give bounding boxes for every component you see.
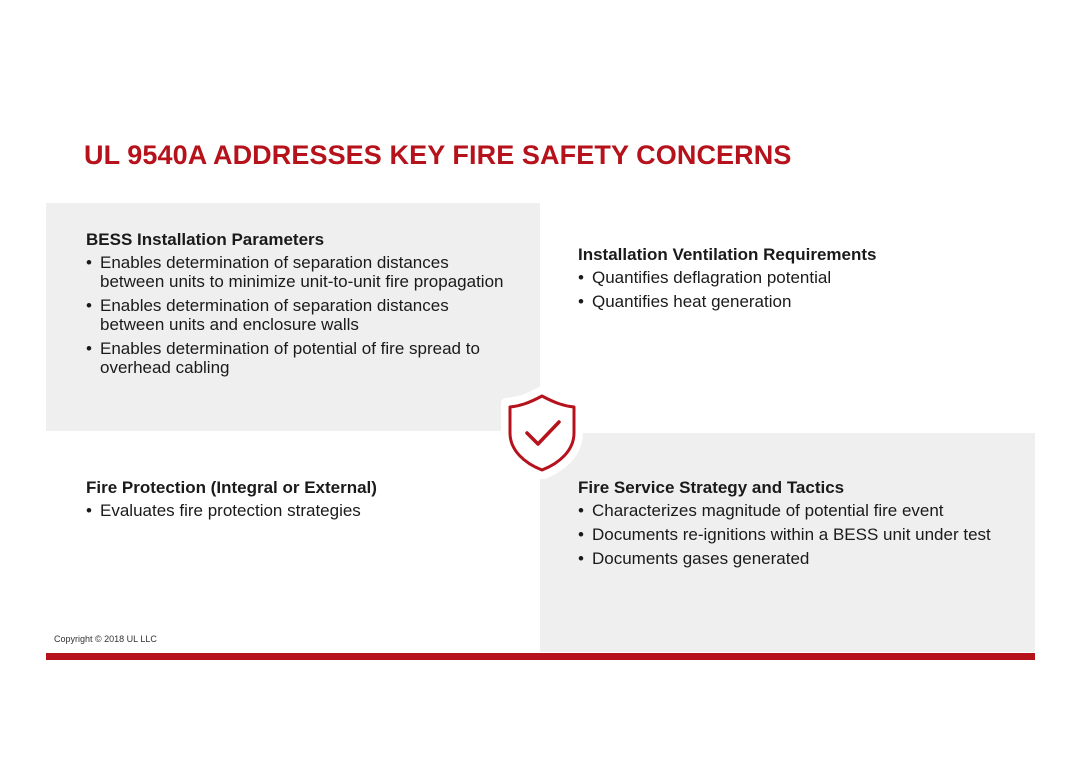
fire-service-strategy-section (578, 478, 1018, 573)
bullet-item: • Quantifies deflagration potential (578, 268, 998, 287)
bullet-item: • Enables determination of potential of fire spread to overhead cabling (86, 339, 506, 377)
bullet-list (86, 501, 506, 520)
bullet-item: • Evaluates fire protection strategies (86, 501, 506, 520)
bullet-item: • Quantifies heat generation (578, 292, 998, 311)
footer-accent-bar (46, 653, 1035, 660)
section-heading: Installation Ventilation Requirements (578, 245, 877, 264)
bullet-list (578, 268, 998, 311)
fire-protection-section (86, 478, 506, 525)
shield-check-icon (498, 387, 586, 479)
section-heading: BESS Installation Parameters (86, 230, 325, 249)
bullet-list (578, 501, 1018, 568)
bullet-item: • Characterizes magnitude of potential fire event (578, 501, 1018, 520)
bullet-list (86, 253, 506, 377)
copyright-notice: Copyright © 2018 UL LLC (54, 634, 157, 644)
bess-installation-parameters-section (86, 230, 506, 382)
bullet-item: • Enables determination of separation distances between units and enclosure walls (86, 296, 506, 334)
bullet-item: • Documents gases generated (578, 549, 1018, 568)
installation-ventilation-requirements-section (578, 245, 998, 316)
page-title: UL 9540A ADDRESSES KEY FIRE SAFETY CONCERNS (84, 140, 792, 170)
bullet-item: • Enables determination of separation distances between units to minimize unit-to-unit fire propagation (86, 253, 506, 291)
bullet-item: • Documents re-ignitions within a BESS unit under test (578, 525, 1018, 544)
section-heading: Fire Protection (Integral or External) (86, 478, 377, 497)
section-heading: Fire Service Strategy and Tactics (578, 478, 845, 497)
